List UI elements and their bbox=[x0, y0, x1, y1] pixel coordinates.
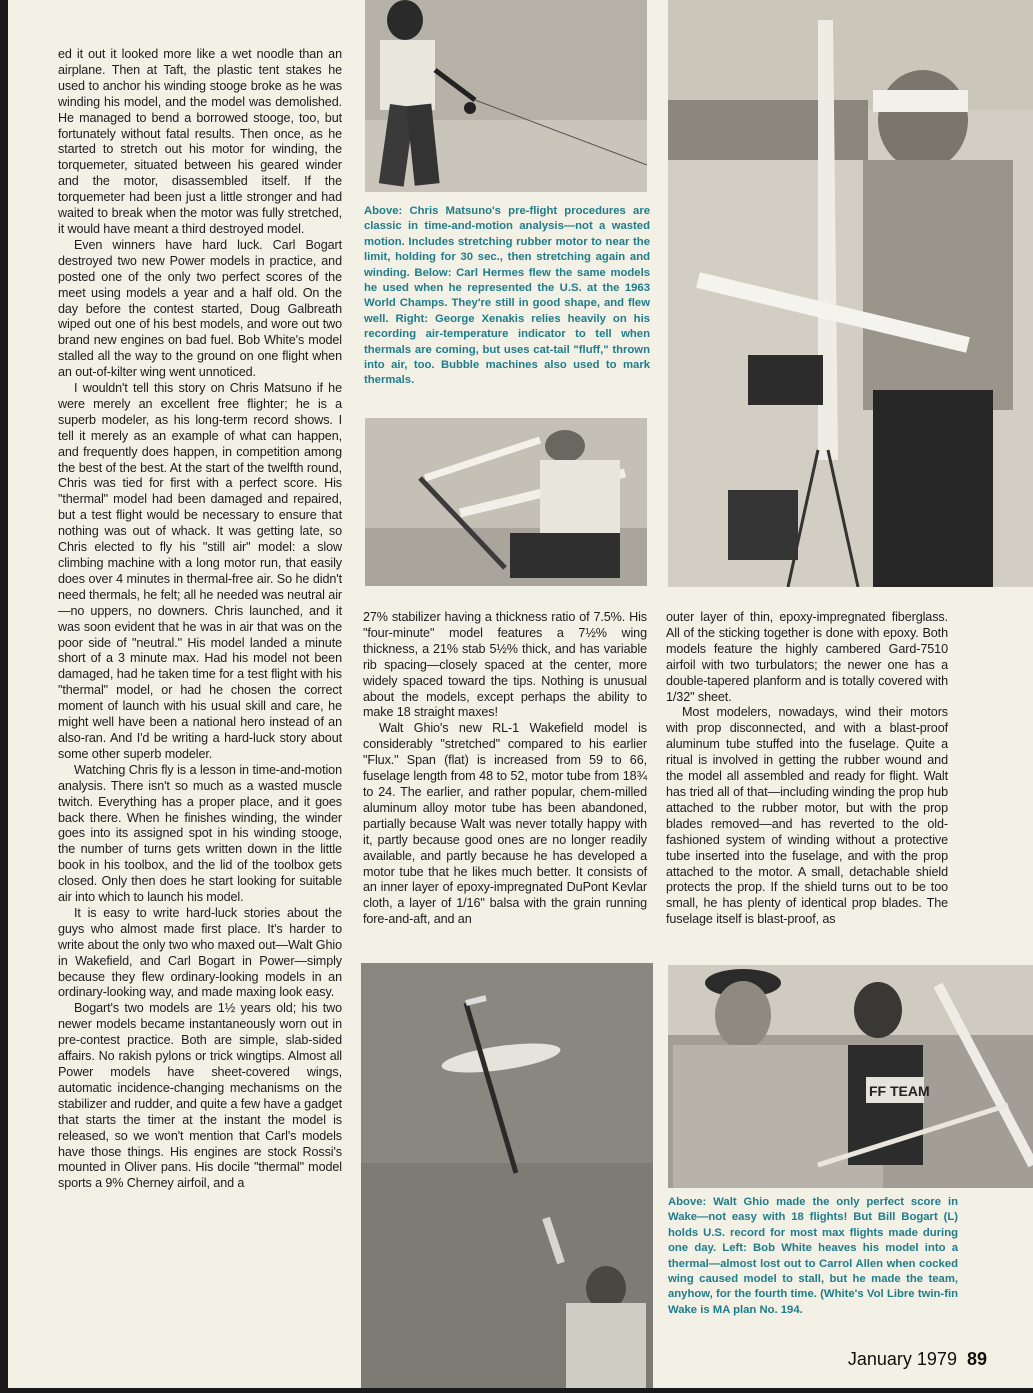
photo-matsuno-image bbox=[365, 0, 647, 192]
photo-hermes-model bbox=[365, 418, 647, 586]
caption-bottom: Above: Walt Ghio made the only perfect score in Wake—not easy with 18 flights! But Bill Bogart (L) holds U.S. record for most max flights made during one day. Left: Bob White heaves his model into a thermal—almost lost out to Carrol Allen when cocked wing caused model to stall, but he made the team, anyhow, for the fourth time. (White's Vol Libre twin-fin Wake is MA plan No. 194. bbox=[668, 1196, 958, 1316]
photo-hermes-image bbox=[365, 418, 647, 586]
article-column-3 bbox=[666, 610, 948, 950]
article-column-2 bbox=[363, 610, 647, 950]
photo-ghio-bogart bbox=[668, 965, 1033, 1188]
photo-xenakis-image bbox=[668, 0, 1033, 587]
photo-white-image bbox=[361, 963, 653, 1388]
paragraph: It is easy to write hard-luck stories about the guys who almost made first place. It's harder to write about the only two who maxed out—Walt Ghio in Wakefield, and Carl Bogart in Power—simply because they flew ordinary-looking models in an ordinary-looking way, and made maxing look easy. bbox=[58, 905, 342, 1000]
paragraph: Watching Chris fly is a lesson in time-and-motion analysis. There isn't so much as a wasted muscle twitch. Everything has a proper place, and it goes back there. When he finishes winding, the winder goes into its assigned spot in his winding stooge, the number of turns gets written down in the little book in his toolbox, and the lid of the toolbox gets closed. Only then does he start looking for suitable air into which to launch his model. bbox=[58, 762, 342, 905]
photo-white-launch bbox=[361, 963, 653, 1388]
paragraph: Bogart's two models are 1½ years old; his two newer models became instantaneously worn out in pre-contest practice. Both are simple, slab-sided affairs. No rakish pylons or trick wingtips. Almost all Power models have sheet-covered wings, automatic incidence-changing mechanisms on the stabilizer and rudder, and quite a few have a gadget that starts the timer at the instant the model is released, so we won't mention that Carl's models have those things. His engines are stock Rossi's mounted in Oliver pans. His docile "thermal" model sports a 9% Cherney airfoil, and a bbox=[58, 1001, 342, 1191]
article-column-1 bbox=[58, 47, 342, 1337]
caption-top: Above: Chris Matsuno's pre-flight procedures are classic in time-and-motion analysis—not a wasted motion. Includes stretching rubber motor to near the limit, holding for 30 sec., then stretching again and winding. Below: Carl Hermes flew the same models he used when he represented the U.S. at the 1963 World Champs. They're still in good shape, and flew well. Right: George Xenakis relies heavily on his recording air-temperature indicator to tell when thermals are coming, but uses cat-tail "fluff," thrown into air, too. Bubble machines also used to mark thermals. bbox=[364, 205, 650, 387]
paragraph: 27% stabilizer having a thickness ratio of 7.5%. His "four-minute" model features a 7½% wing thickness, a 21% stab 5½% thick, and has variable rib spacing—closely spaced at the center, more widely spaced toward the tips. Nothing is unusual about the models, except perhaps the ability to make 18 straight maxes! bbox=[363, 610, 647, 720]
paragraph: Walt Ghio's new RL-1 Wakefield model is considerably "stretched" compared to his earlier "Flux." Span (flat) is increased from 59 to 66, fuselage length from 48 to 52, motor tube from 18¾ to 24. The earlier, and rather popular, chem-milled aluminum alloy motor tube has been abandoned, partially because Walt was never totally happy with it, partly because good ones are no longer readily available, and partly because he has developed a motor tube that he likes much better. It consists of an inner layer of epoxy-impregnated DuPont Kevlar cloth, a layer of 1/16" balsa with the grain running fore-and-aft, and an bbox=[363, 721, 647, 927]
magazine-page bbox=[8, 0, 1033, 1388]
ff-team-shirt-text: FF TEAM bbox=[869, 1083, 930, 1099]
page-footer bbox=[848, 1349, 987, 1370]
issue-date: January 1979 bbox=[847, 1349, 957, 1369]
paragraph: Most modelers, nowadays, wind their motors with prop disconnected, and with a blast-proof aluminum tube stuffed into the fuselage. Quite a ritual is involved in getting the rubber wound and the model all assembled and ready for flight. Walt has tried all of that—including winding the prop hub attached to the rubber motor, but with the prop blades removed—and has reverted to the old-fashioned system of winding without a protective tube inserted into the fuselage, and with the prop attached to the motor. A small, detachable shield protects the prop. If the shield turns out to be too small, he has plenty of identical prop blades. The fuselage itself is blast-proof, as bbox=[666, 705, 948, 927]
paragraph: outer layer of thin, epoxy-impregnated fiberglass. All of the sticking together is done with epoxy. Both models feature the highly cambered Gard-7510 airfoil with two turbulators; the newer one has a double-tapered planform and is totally covered with 1/32" sheet. bbox=[666, 610, 948, 704]
page-number: 89 bbox=[966, 1349, 987, 1369]
paragraph: I wouldn't tell this story on Chris Matsuno if he were merely an excellent free flighter; he is a superb modeler, as his long-term record shows. I tell it merely as an example of what can happen, and frequently does happen, in competition among the best of the best. At the start of the twelfth round, Chris was tied for first with a perfect score. His "thermal" model had been damaged and repaired, but a test flight would be necessary to ensure that nothing was out of whack. It was getting late, so Chris elected to fly his "still air" model: a slow climbing machine with a long motor run, that easily does over 4 minutes in thermal-free air. So he didn't need thermals, he felt; all he needed was neutral air—no uppers, no downers. Chris launched, and it was soon evident that he was in air that was on the poor side of "neutral." His model landed a minute short of a 3 minute max. Had his model not been damaged, had he taken time for a test flight with his "thermal" model, or had he chosen the correct moment of launch with his usual skill and care, he might well have been a national hero instead of an also-ran. And I'd be writing a hard-luck story about some other superb modeler. bbox=[58, 381, 342, 761]
paragraph: ed it out it looked more like a wet noodle than an airplane. Then at Taft, the plastic tent stakes he used to anchor his winding stooge broke as he was winding his model, and the model was demolished. He managed to bend a borrowed stooge, too, but fortunately without fatal results. Then once, as he started to stretch out his motor for winding, the torquemeter, situated between his geared winder and the motor, disassembled itself. If the torquemeter had been just a little stronger and had waited to break when the motor was fully stretched, it would have meant a third destroyed model. bbox=[58, 47, 342, 236]
paragraph: Even winners have hard luck. Carl Bogart destroyed two new Power models in practice, and posted one of the only two perfect scores of the meet using models a year and a half old. On the day before the contest started, Doug Galbreath wiped out one of his best models, and wore out two brand new engines on bad fuel. Bob White's model stalled all the way to the ground on one flight when an out-of-kilter wing went unnoticed. bbox=[58, 237, 342, 380]
photo-ghio-image bbox=[668, 965, 1033, 1188]
photo-matsuno-winding bbox=[365, 0, 647, 192]
photo-xenakis-thermal-indicator bbox=[668, 0, 1033, 587]
